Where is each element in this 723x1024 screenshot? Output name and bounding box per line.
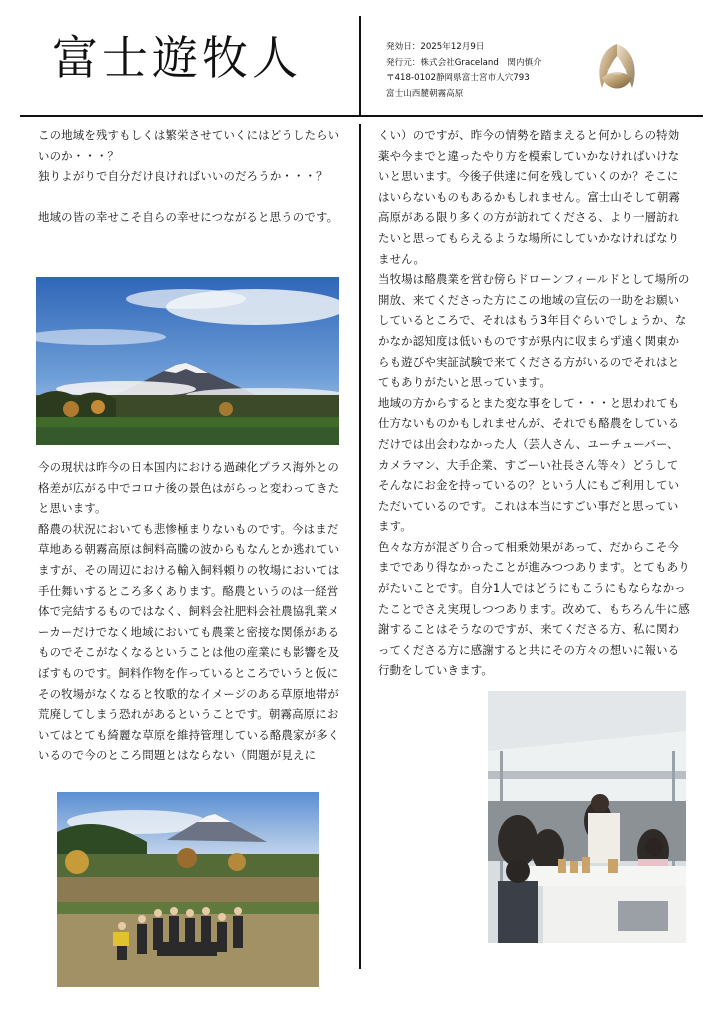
spacer — [38, 187, 346, 208]
paragraph: 当牧場は酪農業を営む傍らドローンフィールドとして場所の開放、来てくださった方にこの地域の宣伝の一助をお願いしているところで、それはもう3年目ぐらいでしょうか、なかなか認知度は低いものですが県内に収まらず遠く関東からも遊びや実証試験で来てくださる方がいるのでそれはとてもありがたいと思っています。 — [378, 272, 690, 390]
publisher: 発行元：株式会社Graceland 関内慎介 — [386, 57, 542, 68]
paragraph: 酪農の状況においても悲惨極まりないものです。今はまだ草地ある朝霧高原は飼料高騰の波からもなんとか逃れていますが、その周辺における輸入飼料頼りの牧場においては手仕舞いするところ多くあります。酪農というのは一経営体で完結するものではなく、飼料会社肥料会社農協乳業メーカーだけでなく地域においても農業と密接な関係があるものでそこがなくなるということは他の産業にも影響を及ぼすものです。飼料作物を作っているところでいうと仮にその牧場がなくなると牧歌的なイメージのある草原地帯が荒廃してしまう恐れがあるということです。朝霧高原においてはとても綺麗な草原を維持管理している酪農家が多くいるので今のところ問題とはならない（問題が見えに — [38, 521, 340, 763]
paragraph: くい）のですが、昨今の情勢を踏まえると何かしらの特効薬や今までと違ったやり方を模索していかなければいけないと思います。今後子供達に何を残していくのか？そこにはいらないものもあるかもしれません。富士山そして朝霧高原がある限り多くの方が訪れてくださる、より一層訪れたいと思ってもらえるような場所にしていかなければなりません。 — [378, 128, 681, 266]
publication-info — [386, 40, 606, 102]
location: 富士山西麓朝霧高原 — [386, 88, 464, 99]
graceland-logo-icon — [590, 40, 644, 96]
paragraph: 色々な方が混ざり合って相乗効果があって、だからこそ今までであり得なかったことが進みつつあります。とてもありがたいことです。自分1人ではどうにもこうにもならなかったことでさえ実現しつつあります。改めて、もちろん牛に感謝することはそうなのですが、来てくださる方、私に関わってくださる方に感謝すると共にその方々の想いに報いる行動をしていきます。 — [378, 539, 690, 678]
right-body-text — [378, 125, 690, 681]
paragraph: 地域の皆の幸せこそ自らの幸せにつながると思うのです。 — [38, 210, 339, 225]
left-body-text — [38, 457, 346, 766]
issue-date: 発効日：2025年12月9日 — [386, 42, 485, 52]
newsletter-title: 富士遊牧人 — [52, 31, 302, 85]
paragraph: この地域を残すもしくは繁栄させていくにはどうしたらいいのか・・・？ — [38, 128, 340, 163]
left-intro-text — [38, 125, 346, 228]
paragraph: 地域の方からするとまた変な事をして・・・と思われても仕方ないものかもしれませんが、それでも酪農をしているだけでは出会わなかった人（芸人さん、ユーチューバー、カメラマン、大手企業、すごーい社長さん等々）どうしてそんなにお金を持っているの？という人にもご利用していただいているのです。これは本当にすごい事だと思っています。 — [378, 395, 680, 534]
paragraph: 今の現状は昨今の日本国内における過疎化プラス海外との格差が広がる中でコロナ後の景色はがらっと変わってきたと思います。 — [38, 460, 340, 516]
paragraph: 独りよがりで自分だけ良ければいいのだろうか・・・？ — [38, 169, 328, 184]
header-divider — [359, 16, 361, 116]
mount-fuji-photo — [36, 277, 339, 445]
address: 〒418-0102静岡県富士宮市人穴793 — [386, 73, 530, 83]
event-tent-photo — [488, 691, 686, 943]
header-rule — [20, 115, 703, 117]
column-divider — [359, 124, 361, 969]
group-photo — [57, 792, 319, 987]
